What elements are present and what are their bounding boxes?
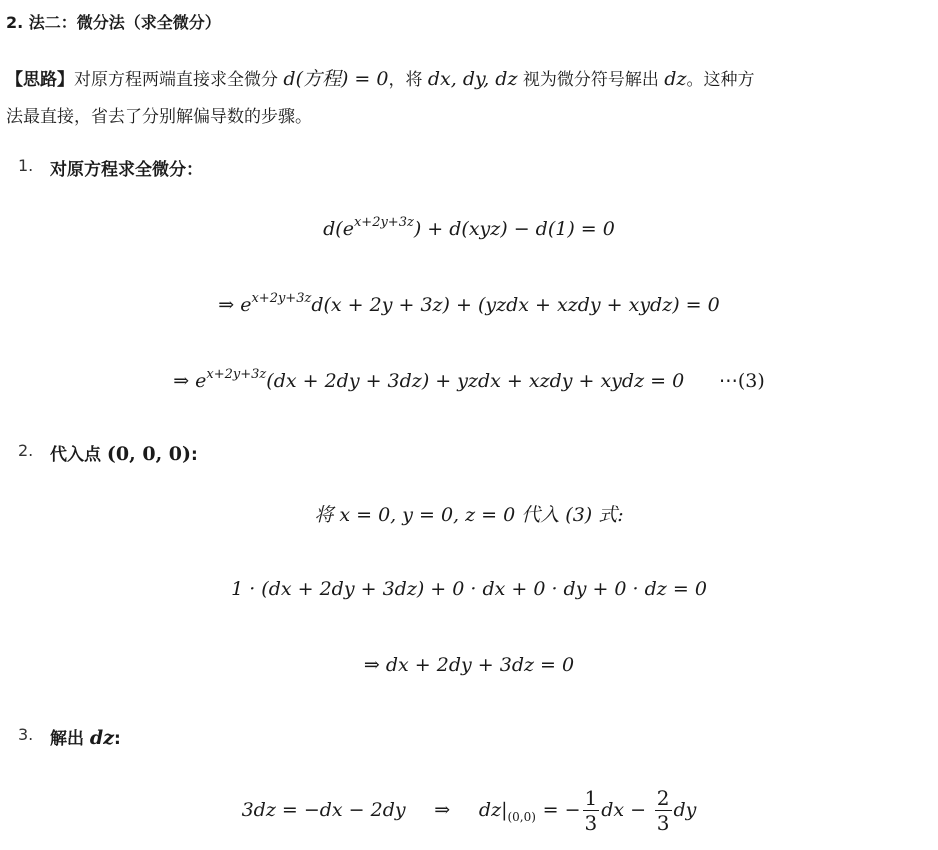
equation-3-lhs: ⇒ e [173,370,207,392]
equation-1 [0,216,938,240]
equation-6-text: ⇒ dx + 2dy + 3dz = 0 [363,654,575,676]
idea-paragraph-line-2: 法最直接，省去了分别解偏导数的步骤。 [6,107,312,127]
idea-math-1: d(方程) = 0 [283,68,389,90]
idea-text-4: 。这种方 [686,70,755,90]
equation-2-rest: d(x + 2y + 3z) + (yzdx + xzdy + xydz) = 0 [311,294,720,316]
step-3-title [50,724,121,749]
equation-7 [0,786,938,835]
equation-1-text: $d(e^{x+2y+3z}) + d(xyz) - d(1) = 0$ [323,215,615,240]
fraction-two-thirds [655,786,672,835]
fraction-2-numerator: 2 [656,786,670,810]
idea-text-1: 对原方程两端直接求全微分 [74,70,278,90]
equation-7-subscript: (0,0) [507,810,536,824]
equation-7-equals: = − [542,799,581,821]
equation-3 [0,368,938,392]
step-2-label: 代入点 [50,445,101,465]
equation-3-rest: (dx + 2dy + 3dz) + yzdx + xzdy + xydz = 0 [266,370,685,392]
idea-math-3: dz [664,68,687,90]
step-2-suffix: : [191,445,198,465]
step-2-math: (0, 0, 0) [106,443,192,465]
step-1-number: 1. [18,156,34,175]
step-3-math: dz [89,727,114,749]
step-1-title: 对原方程求全微分： [50,160,203,180]
equation-7-arrow: ⇒ [434,799,451,821]
step-3-label: 解出 [50,729,84,749]
step-3-number: 3. [18,725,34,744]
equation-4 [0,500,938,527]
idea-text-2: ，将 [388,70,423,90]
equation-7-middle: dx − [601,799,647,821]
idea-text-3: 视为微分符号解出 [522,70,659,90]
equation-2 [0,292,938,316]
equation-2-exponent: x+2y+3z [251,291,312,306]
fraction-1-denominator: 3 [584,811,598,835]
step-3-suffix: : [114,729,121,749]
fraction-2-denominator: 3 [656,811,670,835]
fraction-one-third [583,786,600,835]
equation-7-lhs: 3dz = −dx − 2dy [241,799,406,821]
equation-4-text: 将 x = 0, y = 0, z = 0 代入 (3) 式: [314,504,624,526]
idea-label: 【思路】 [6,70,74,90]
equation-7-dz: dz| [478,799,508,821]
equation-3-tag: ⋯(3) [718,370,765,392]
idea-paragraph-line-1 [6,64,754,91]
equation-7-end: dy [673,799,697,821]
section-heading: 2. 法二：微分法（求全微分） [6,13,221,32]
idea-math-2: dx, dy, dz [427,68,518,90]
step-2-title [50,440,198,465]
step-2-number: 2. [18,441,34,460]
equation-5 [0,576,938,600]
fraction-1-numerator: 1 [584,786,598,810]
equation-6 [0,652,938,676]
equation-5-text: 1 · (dx + 2dy + 3dz) + 0 · dx + 0 · dy + 0 · dz = 0 [231,578,707,600]
equation-2-lhs: ⇒ e [218,294,252,316]
equation-3-exponent: x+2y+3z [206,367,267,382]
